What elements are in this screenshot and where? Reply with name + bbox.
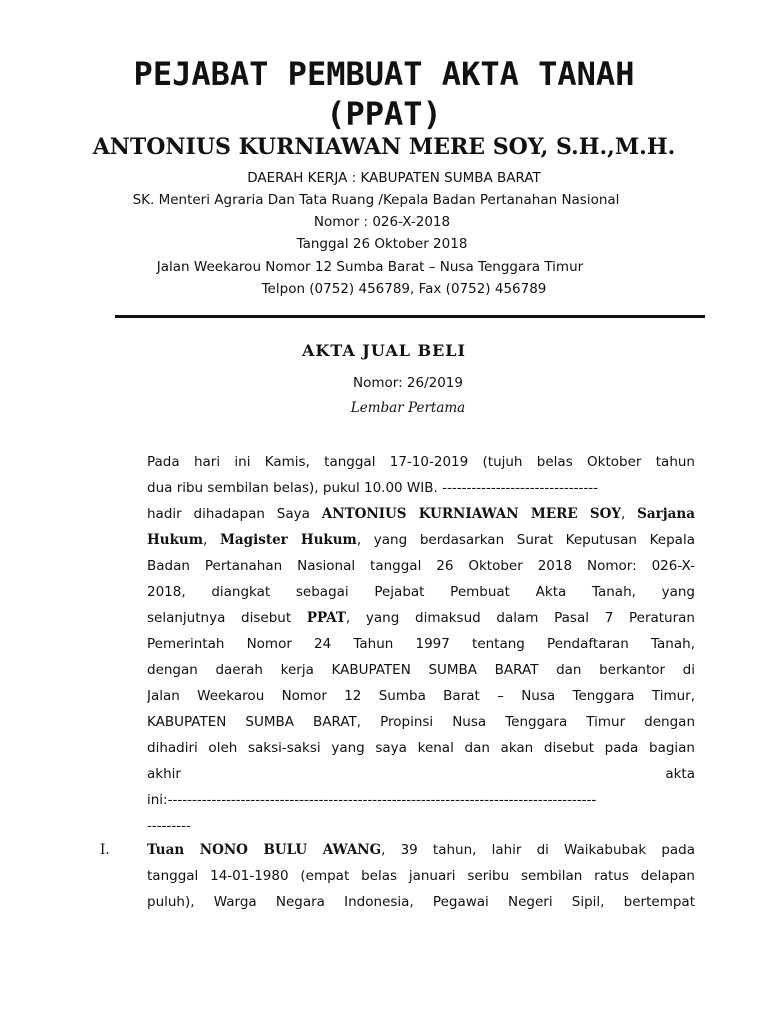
paragraph-line [147, 837, 695, 863]
office-title: PEJABAT PEMBUAT AKTA TANAH [133, 55, 635, 93]
party-name: Tuan NONO BULU AWANG [147, 842, 382, 858]
deed-opening-paragraph [147, 449, 695, 839]
text-run: , [621, 506, 638, 522]
address-line: Jalan Weekarou Nomor 12 Sumba Barat – Nusa Tenggara Timur [156, 259, 584, 275]
paragraph-line: dengan daerah kerja KABUPATEN SUMBA BARAT dan berkantor di [147, 662, 695, 678]
deed-sheet: Lembar Pertama [350, 400, 466, 416]
deed-number: Nomor: 26/2019 [352, 375, 463, 391]
text-run: hadir dihadapan Saya [147, 506, 322, 522]
text-run: akhir [147, 766, 181, 782]
party-numeral: I. [100, 842, 110, 858]
paragraph-line: 2018, diangkat sebagai Pejabat Pembuat Akta Tanah, yang [147, 584, 695, 600]
paragraph-line: --------- [147, 818, 191, 834]
paragraph-line [147, 605, 695, 631]
paragraph-line: dihadiri oleh saksi-saksi yang saya kenal dan akan disebut pada bagian [147, 740, 695, 756]
ppat-name: ANTONIUS KURNIAWAN MERE SOY [321, 506, 622, 522]
paragraph-line [147, 527, 695, 553]
text-run: , yang berdasarkan Surat Keputusan Kepala [356, 532, 695, 548]
paragraph-line: Pemerintah Nomor 24 Tahun 1997 tentang Pendaftaran Tanah, [147, 636, 695, 652]
paragraph-line [147, 501, 695, 527]
contact-line: Telpon (0752) 456789, Fax (0752) 456789 [261, 281, 547, 297]
ppat-abbrev: PPAT [306, 610, 346, 626]
paragraph-line: tanggal 14-01-1980 (empat belas januari seribu sembilan ratus delapan [147, 868, 695, 884]
text-run: , yang dimaksud dalam Pasal 7 Peraturan [345, 610, 695, 626]
office-abbreviation: (PPAT) [326, 95, 442, 133]
paragraph-line: puluh), Warga Negara Indonesia, Pegawai Negeri Sipil, bertempat [147, 894, 695, 910]
text-run: selanjutnya disebut [147, 610, 307, 626]
paragraph-line: KABUPATEN SUMBA BARAT, Propinsi Nusa Tenggara Timur dengan [147, 714, 695, 730]
decree-line: SK. Menteri Agraria Dan Tata Ruang /Kepala Badan Pertanahan Nasional [132, 192, 620, 208]
party-one-paragraph [147, 837, 695, 915]
paragraph-line [147, 761, 695, 787]
text-run: akta [665, 766, 695, 782]
work-area-line: DAERAH KERJA : KABUPATEN SUMBA BARAT [247, 170, 541, 186]
paragraph-line: Jalan Weekarou Nomor 12 Sumba Barat – Nusa Tenggara Timur, [147, 688, 695, 704]
deed-title: AKTA JUAL BELI [301, 341, 467, 360]
text-run: , 39 tahun, lahir di Waikabubak pada [381, 842, 695, 858]
degree-text: Hukum [147, 532, 204, 548]
paragraph-line: dua ribu sembilan belas), pukul 10.00 WIB. -------------------------------- [147, 480, 598, 496]
text-run: , [203, 532, 220, 548]
header-divider [115, 315, 705, 318]
paragraph-line: Badan Pertanahan Nasional tanggal 26 Oktober 2018 Nomor: 026-X- [147, 558, 695, 574]
decree-number-line: Nomor : 026-X-2018 [313, 214, 451, 230]
paragraph-line: Pada hari ini Kamis, tanggal 17-10-2019 (tujuh belas Oktober tahun [147, 454, 695, 470]
paragraph-line: ini:---------------------------------------------------------------------------------------- [147, 792, 597, 808]
degree-text: Magister Hukum [219, 532, 357, 548]
degree-text: Sarjana [637, 506, 695, 522]
decree-date-line: Tanggal 26 Oktober 2018 [296, 236, 468, 252]
official-name: ANTONIUS KURNIAWAN MERE SOY, S.H.,M.H. [92, 134, 676, 160]
